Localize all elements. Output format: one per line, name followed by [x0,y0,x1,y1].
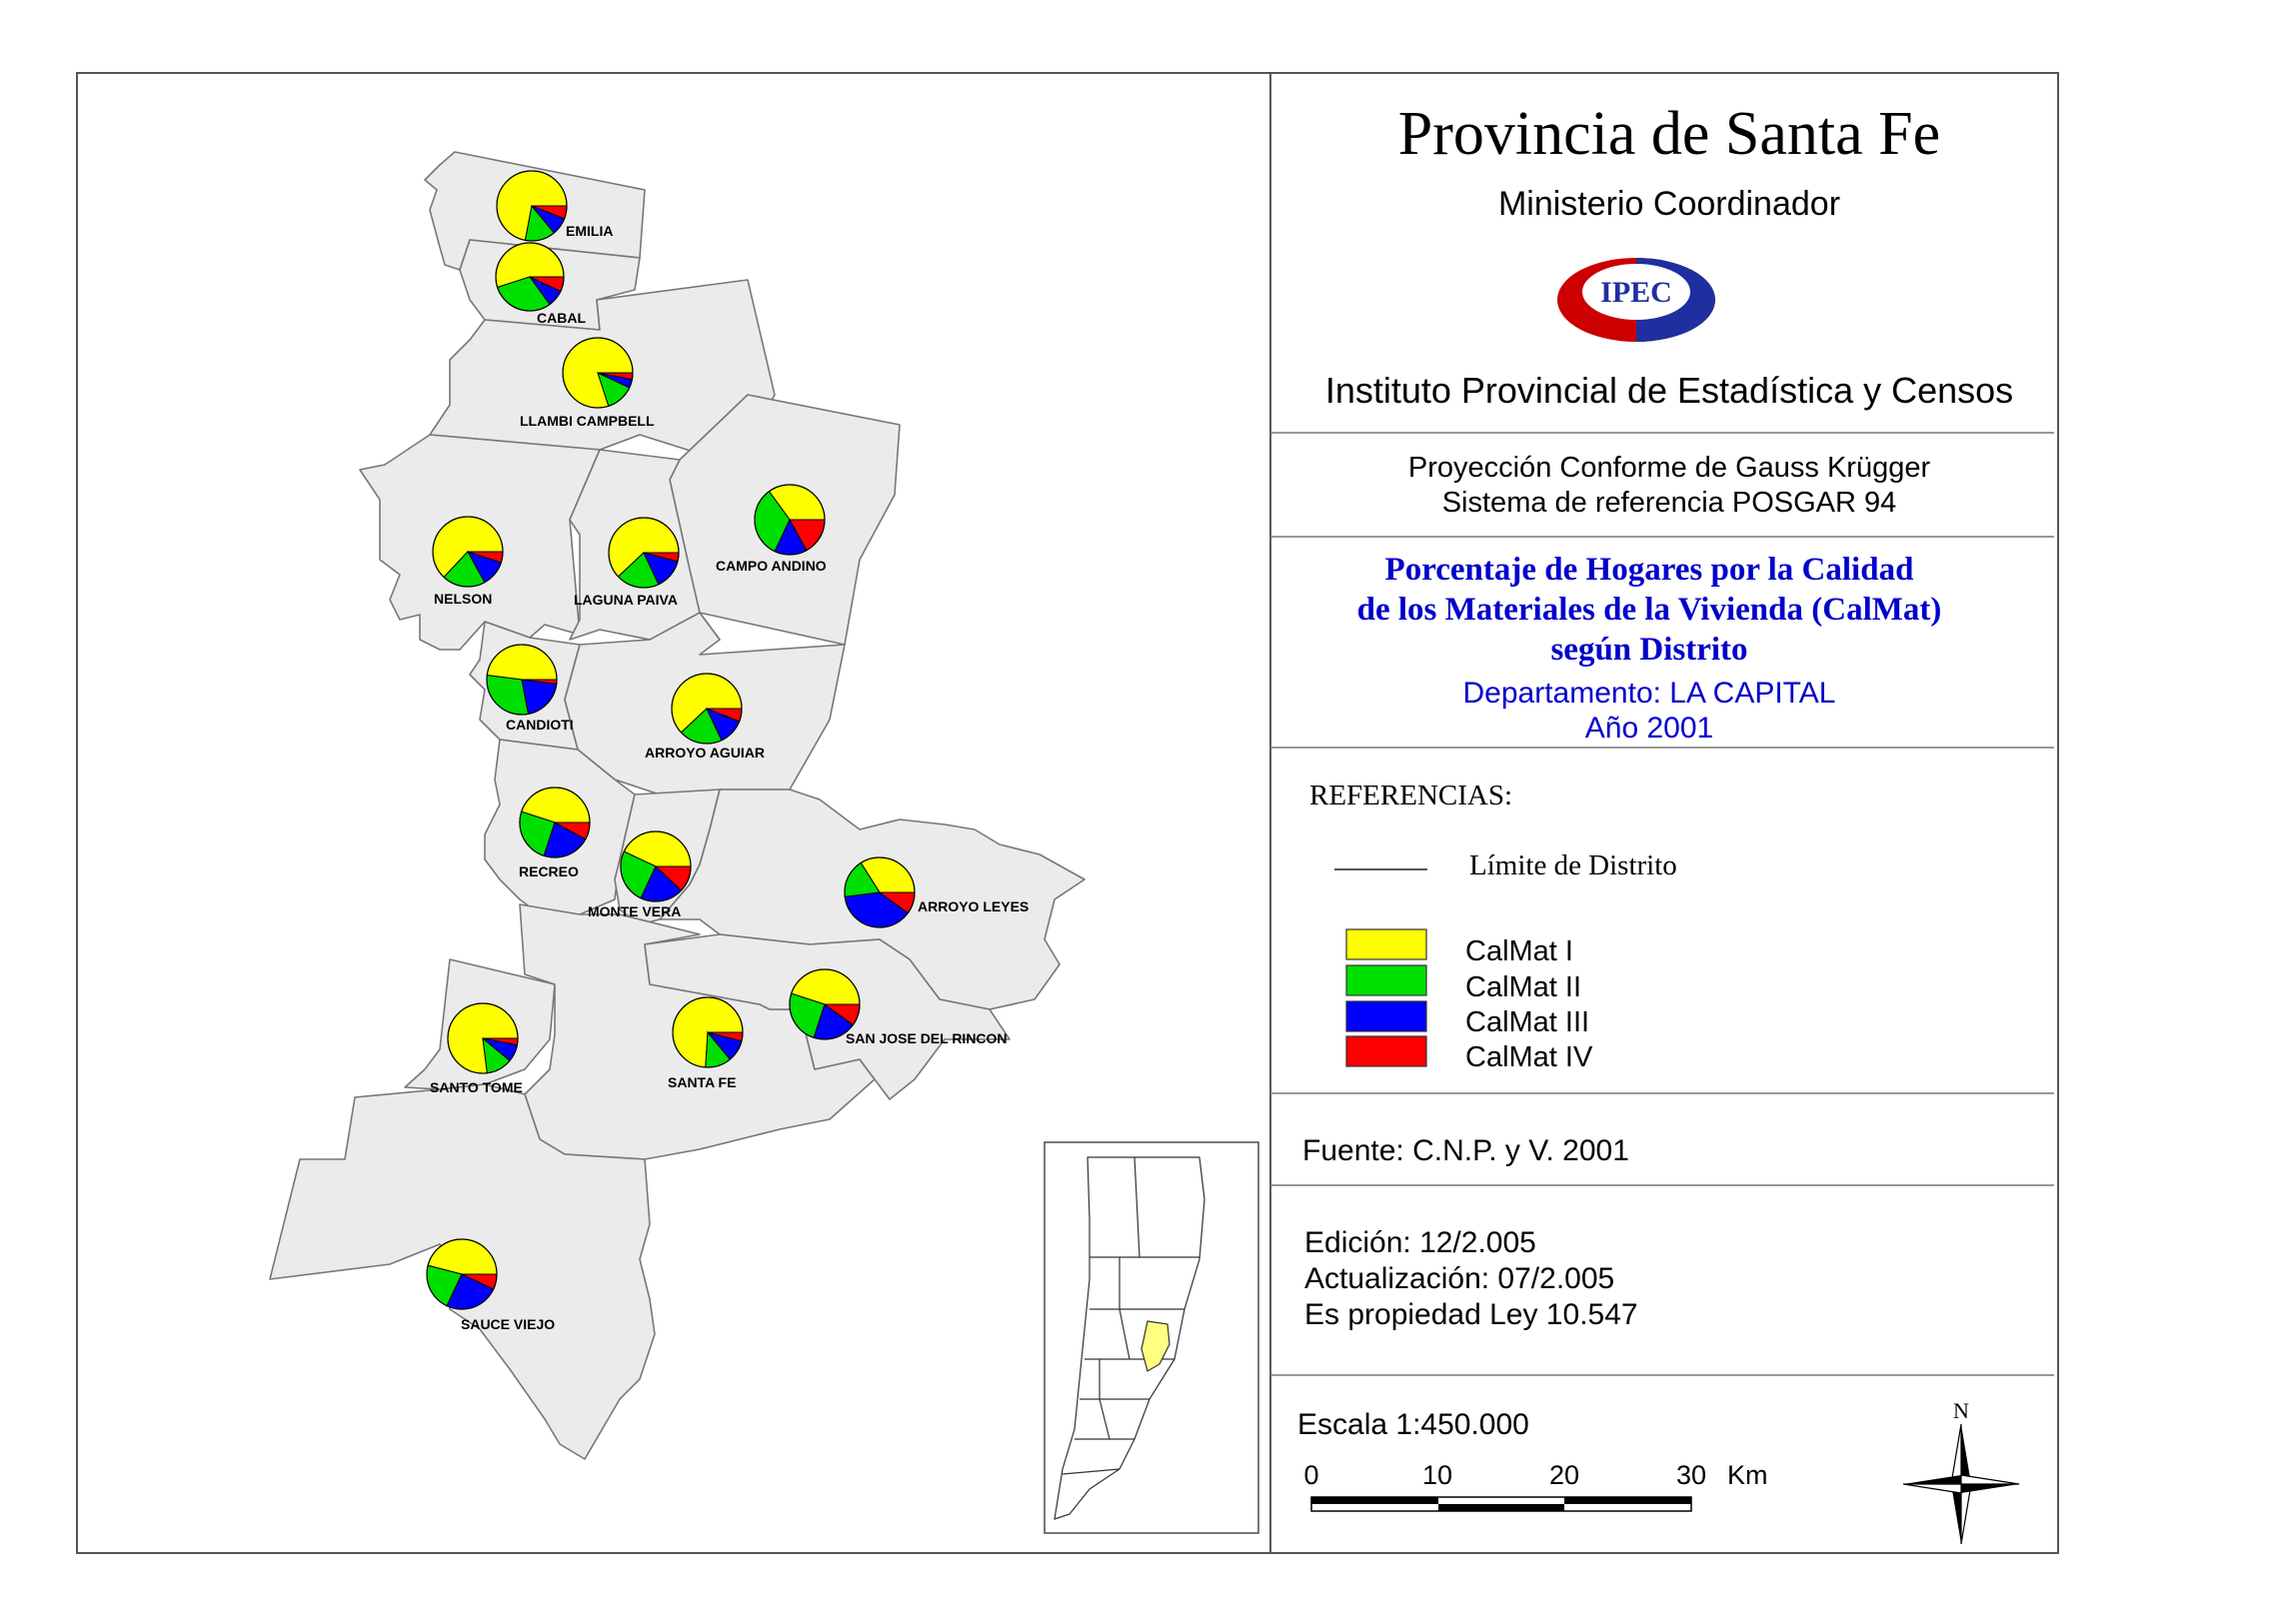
scale-unit: Km [1727,1460,1768,1490]
label-candioti: CANDIOTI [506,717,574,733]
label-campo-andino: CAMPO ANDINO [716,558,827,574]
label-llambi-campbell: LLAMBI CAMPBELL [520,413,655,429]
label-nelson: NELSON [434,591,493,607]
subject-line2: de los Materiales de la Vivienda (CalMat) [1356,592,1942,628]
legend-swatch [1346,965,1426,995]
label-arroyo-leyes: ARROYO LEYES [918,898,1030,914]
institute-name: Instituto Provincial de Estadística y Censos [1324,370,2014,411]
pie-arroyo-leyes[interactable] [845,857,915,927]
pie-cabal[interactable] [496,243,564,311]
legend-boundary-label: Límite de Distrito [1469,849,1677,881]
source-text: Fuente: C.N.P. y V. 2001 [1302,1134,1629,1167]
ipec-logo [1557,258,1715,342]
inset-map [1045,1142,1258,1533]
label-sauce-viejo: SAUCE VIEJO [461,1316,556,1332]
ministry-name: Ministerio Coordinador [1497,185,1841,223]
pie-sauce-viejo[interactable] [427,1239,497,1309]
pie-emilia[interactable] [497,171,567,241]
subject-line3: según Distrito [1550,632,1748,668]
legend-item-label: CalMat III [1465,1006,1590,1038]
pie-laguna-paiva[interactable] [609,518,679,588]
legend-swatch [1346,929,1426,959]
scale-tick-10: 10 [1421,1460,1453,1490]
legend-item-label: CalMat IV [1465,1041,1593,1073]
label-recreo: RECREO [519,863,579,879]
ipec-logo-text: IPEC [1600,276,1672,309]
north-label: N [1953,1398,1969,1423]
edition-date: Edición: 12/2.005 [1304,1226,1536,1259]
legend-swatch [1346,1001,1426,1031]
pie-campo-andino[interactable] [755,485,825,555]
department-label: Departamento: LA CAPITAL [1462,677,1836,710]
subject-line1: Porcentaje de Hogares por la Calidad [1384,552,1914,588]
scale-tick-20: 20 [1548,1460,1580,1490]
map-main-title: Provincia de Santa Fe [1397,100,1941,168]
label-emilia: EMILIA [566,223,614,239]
legend-item-label: CalMat I [1465,935,1573,967]
legend-item-label: CalMat II [1465,971,1582,1003]
pie-recreo[interactable] [520,788,590,857]
pie-san-jose-del-rincon[interactable] [790,969,860,1039]
label-cabal: CABAL [537,310,586,326]
pie-santo-tome[interactable] [448,1003,518,1073]
pie-santa-fe[interactable] [673,997,743,1067]
scale-label: Escala 1:450.000 [1297,1408,1529,1441]
pie-nelson[interactable] [433,517,503,587]
pie-arroyo-aguiar[interactable] [672,674,742,744]
label-arroyo-aguiar: ARROYO AGUIAR [645,745,766,761]
scale-tick-30: 30 [1675,1460,1707,1490]
projection-line2: Sistema de referencia POSGAR 94 [1441,487,1897,519]
label-santo-tome: SANTO TOME [430,1079,523,1095]
label-san-jose-del-rincon: SAN JOSE DEL RINCON [846,1030,1008,1046]
pie-candioti[interactable] [487,645,557,715]
pie-llambi-campbell[interactable] [563,338,633,408]
scale-tick-0: 0 [1303,1460,1319,1490]
legend-swatch [1346,1036,1426,1066]
legend-heading: REFERENCIAS: [1309,780,1513,812]
label-santa-fe: SANTA FE [668,1074,737,1090]
label-monte-vera: MONTE VERA [588,903,682,919]
projection-line1: Proyección Conforme de Gauss Krügger [1407,452,1931,484]
label-laguna-paiva: LAGUNA PAIVA [574,592,678,608]
update-date: Actualización: 07/2.005 [1304,1262,1615,1295]
pie-monte-vera[interactable] [621,831,691,901]
year-label: Año 2001 [1584,712,1714,745]
property-note: Es propiedad Ley 10.547 [1304,1298,1638,1331]
